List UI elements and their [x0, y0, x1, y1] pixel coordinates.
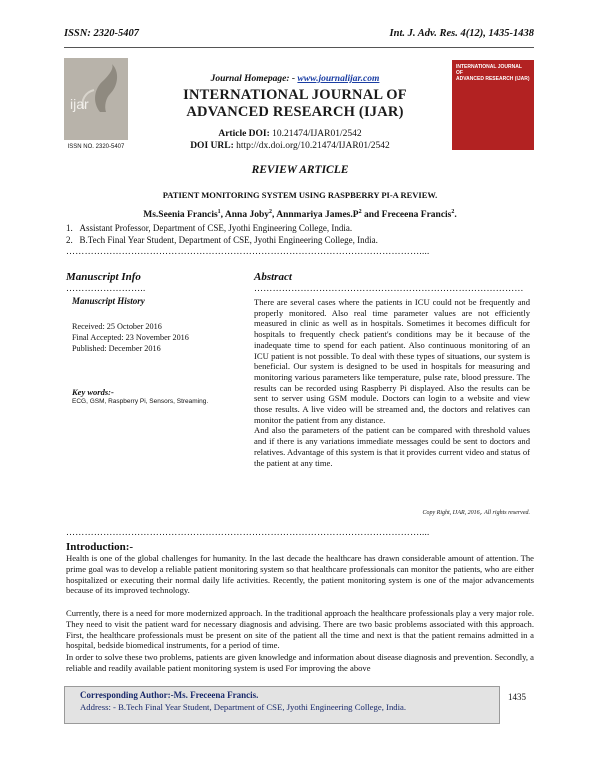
doi-url-link[interactable]: http://dx.doi.org/10.21474/IJAR01/2542: [236, 141, 390, 151]
published-date: Published: December 2016: [72, 344, 161, 353]
author-sep: ,: [220, 210, 225, 221]
intro-paragraph-3: In order to solve these two problems, patients are given knowledge and information about disease diagnosis and prevention. Secondly, a reliable and readily available patient monitoring system is used For improving the above: [66, 652, 534, 673]
affiliation-text: B.Tech Final Year Student, Department of CSE, Jyothi Engineering College, India.: [79, 235, 378, 245]
homepage-link[interactable]: www.journalijar.com: [297, 74, 380, 84]
article-type: REVIEW ARTICLE: [251, 164, 349, 176]
header-rule: [64, 47, 534, 48]
author-affil-sup: 2: [451, 209, 455, 215]
author-sep: and: [361, 210, 382, 221]
copyright-note: Copy Right, IJAR, 2016,. All rights reserved.: [422, 510, 530, 516]
intro-paragraph-1: Health is one of the global challenges for humanity. In the last decade the healthcare has drawn considerable amount of attention. The prime goal was to develop a reliable patient monitoring system so that healthcare professionals can monitor the patients, who are either hospitalized or executing their normal daily life activities. Recently, the patient monitoring system is one of the major advancements because of its improved technology.: [66, 553, 534, 596]
issn-small: ISSN NO. 2320-5407: [67, 144, 125, 150]
cover-title-line1: INTERNATIONAL JOURNAL OF: [456, 64, 522, 76]
author-affil-sup: 2: [269, 209, 272, 215]
journal-title: [140, 87, 450, 121]
header-citation: Int. J. Adv. Res. 4(12), 1435-1438: [389, 28, 534, 39]
paper-title: PATIENT MONITORING SYSTEM USING RASPBERRY PI-A REVIEW.: [162, 190, 438, 200]
manuscript-info-heading: Manuscript Info: [66, 271, 141, 283]
cover-title-line2: ADVANCED RESEARCH (IJAR): [456, 76, 530, 82]
logo-text: ijar: [70, 96, 89, 112]
header-issn: ISSN: 2320-5407: [64, 28, 139, 39]
keywords-heading: Key words:-: [72, 387, 114, 397]
affiliation-1: [66, 223, 352, 233]
author-affil-sup: 2: [358, 209, 362, 215]
doi-url-label: DOI URL:: [190, 141, 234, 151]
page-number: 1435: [508, 692, 526, 702]
intro-paragraph-2: Currently, there is a need for more modernized approach. In the traditional approach the healthcare professionals play a very major role. They need to visit the patient ward for necessary diagnosis and advising. There are two basic problems associated with this approach. First, the healthcare professionals must be present on site of the patient all the time and next is that the patient remains admitted in a hospital, bedside biomedical instruments, for a period of time.: [66, 608, 534, 651]
author-name: Ms.Seenia Francis: [143, 210, 218, 221]
author-sep: ,: [272, 210, 277, 221]
affiliation-number: 1.: [66, 223, 73, 233]
keywords: ECG, GSM, Raspberry Pi, Sensors, Streaming.: [72, 398, 209, 405]
journal-homepage: [140, 74, 450, 84]
abstract-paragraph: There are several cases where the patients in ICU could not be frequently and properly monitored. Also real time parameter values are not efficiently measured in clinic as well as in hospitals. Sometimes it becomes difficult for hospitals to frequently check patient's conditions may be it because of the inadequate time to spend for each patient. Also continuous monitoring of an ICU patient is not possible. To deal with these types of situations, our system is beneficial. Our system is designed to be used in hospitals for measuring and monitoring various parameters like temperature, pulse rate, blood pressure. The results can be recorded using Raspberry Pi displayed. Also the results can be sent to server using GSM module. Doctors can login to a website and view those results. A live video will be streamed and, the doctors and relatives can monitor the patient from any distance.: [254, 297, 530, 425]
journal-title-line2: ADVANCED RESEARCH (IJAR): [186, 104, 404, 120]
affiliation-2: [66, 235, 378, 245]
doi-block: [140, 128, 440, 152]
received-date: Received: 25 October 2016: [72, 322, 162, 331]
affiliation-text: Assistant Professor, Department of CSE, Jyothi Engineering College, India.: [79, 223, 353, 233]
article-doi-label: Article DOI:: [218, 129, 270, 139]
author-affil-sup: 1: [217, 209, 221, 215]
abstract-heading: Abstract: [254, 271, 292, 283]
dotted-rule: ……………………………………………………………………………………………………....: [66, 246, 430, 256]
homepage-label: Journal Homepage: -: [210, 74, 296, 84]
dotted-rule-mid: ……………………………………………………………………………………………………....: [66, 527, 430, 537]
introduction-heading: Introduction:-: [66, 541, 134, 553]
accepted-date: Final Accepted: 23 November 2016: [72, 333, 189, 342]
article-doi: 10.21474/IJAR01/2542: [272, 129, 362, 139]
manuscript-history-heading: Manuscript History: [72, 296, 145, 306]
journal-title-line1: INTERNATIONAL JOURNAL OF: [183, 87, 407, 103]
author-name: Anna Joby: [224, 210, 269, 221]
abstract-paragraph: And also the parameters of the patient can be compared with threshold values and if there is any variations immediate messages could be sent to doctors and relatives. Advantage of this system is that it provides current video and status of the patient at any time.: [254, 425, 530, 468]
abstract-body: [254, 297, 530, 468]
author-name: Freceena Francis: [381, 210, 452, 221]
corresponding-address: Address: - B.Tech Final Year Student, Department of CSE, Jyothi Engineering College, India.: [80, 702, 407, 712]
dotted-rule-abstract: ……………………………………………………………………………: [254, 283, 524, 293]
cover-title: [456, 64, 530, 82]
dotted-rule-left: ……………………..: [66, 283, 146, 293]
corresponding-author: Corresponding Author:-Ms. Freceena Francis.: [80, 690, 259, 700]
affiliation-number: 2.: [66, 235, 73, 245]
author-list: [0, 209, 600, 220]
author-sep: .: [454, 210, 457, 221]
author-name: Annmariya James.P: [276, 210, 359, 221]
